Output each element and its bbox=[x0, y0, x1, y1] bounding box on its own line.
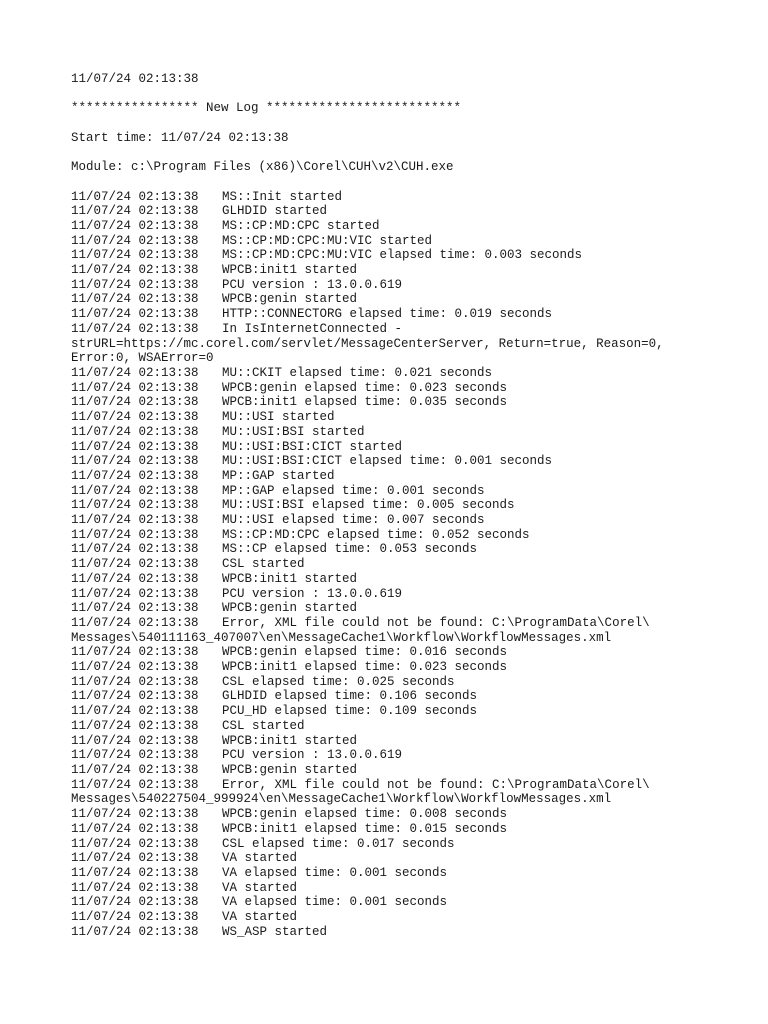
log-message: WPCB:init1 elapsed time: 0.015 seconds bbox=[222, 821, 508, 836]
log-entry bbox=[71, 425, 751, 440]
log-entry bbox=[71, 395, 751, 410]
log-message: VA started bbox=[222, 910, 298, 925]
log-entry bbox=[71, 557, 751, 572]
log-entry bbox=[71, 851, 751, 866]
log-message: WPCB:genin started bbox=[222, 762, 358, 777]
log-timestamp: 11/07/24 02:13:38 bbox=[71, 924, 199, 939]
log-timestamp: 11/07/24 02:13:38 bbox=[71, 836, 199, 851]
log-document bbox=[71, 72, 751, 939]
log-entry bbox=[71, 528, 751, 543]
log-message-continuation: strURL=https://mc.corel.com/servlet/MessageCenterServer, Return=true, Reason=0, Error:0, WSAError=0 bbox=[71, 336, 664, 366]
log-message: MU::USI:BSI started bbox=[222, 424, 365, 439]
log-timestamp: 11/07/24 02:13:38 bbox=[71, 468, 199, 483]
log-entry bbox=[71, 440, 751, 455]
log-entry bbox=[71, 410, 751, 425]
log-timestamp: 11/07/24 02:13:38 bbox=[71, 307, 199, 322]
start-time: Start time: 11/07/24 02:13:38 bbox=[71, 130, 289, 145]
log-message: WPCB:genin started bbox=[222, 292, 358, 307]
log-message: VA started bbox=[222, 880, 298, 895]
log-timestamp: 11/07/24 02:13:38 bbox=[71, 380, 199, 395]
log-entry bbox=[71, 763, 751, 778]
log-timestamp: 11/07/24 02:13:38 bbox=[71, 615, 199, 630]
log-message: VA elapsed time: 0.001 seconds bbox=[222, 895, 448, 910]
log-timestamp: 11/07/24 02:13:38 bbox=[71, 704, 199, 719]
log-timestamp: 11/07/24 02:13:38 bbox=[71, 571, 199, 586]
log-date: 11/07/24 02:13:38 bbox=[71, 72, 199, 86]
log-message-continuation: Messages\540111163_407007\en\MessageCache1\Workflow\WorkflowMessages.xml bbox=[71, 630, 612, 645]
log-message: WPCB:genin elapsed time: 0.016 seconds bbox=[222, 645, 508, 660]
log-timestamp: 11/07/24 02:13:38 bbox=[71, 483, 199, 498]
log-entry bbox=[71, 322, 751, 337]
log-timestamp: 11/07/24 02:13:38 bbox=[71, 424, 199, 439]
log-message: WPCB:init1 started bbox=[222, 733, 358, 748]
log-timestamp: 11/07/24 02:13:38 bbox=[71, 748, 199, 763]
log-message: MU::USI:BSI:CICT started bbox=[222, 439, 403, 454]
log-entry bbox=[71, 190, 751, 205]
log-timestamp: 11/07/24 02:13:38 bbox=[71, 263, 199, 278]
log-message: PCU version : 13.0.0.619 bbox=[222, 748, 403, 763]
log-message: WS_ASP started bbox=[222, 924, 328, 939]
log-timestamp: 11/07/24 02:13:38 bbox=[71, 233, 199, 248]
log-timestamp: 11/07/24 02:13:38 bbox=[71, 557, 199, 572]
log-message: VA elapsed time: 0.001 seconds bbox=[222, 865, 448, 880]
log-entry bbox=[71, 807, 751, 822]
log-entry bbox=[71, 454, 751, 469]
log-entry bbox=[71, 660, 751, 675]
log-message: WPCB:init1 elapsed time: 0.023 seconds bbox=[222, 660, 508, 675]
log-entry bbox=[71, 234, 751, 249]
log-entry bbox=[71, 910, 751, 925]
log-timestamp: 11/07/24 02:13:38 bbox=[71, 277, 199, 292]
log-timestamp: 11/07/24 02:13:38 bbox=[71, 248, 199, 263]
log-message: MU::USI:BSI:CICT elapsed time: 0.001 seconds bbox=[222, 454, 553, 469]
log-message: CSL started bbox=[222, 557, 305, 572]
log-message: WPCB:init1 started bbox=[222, 263, 358, 278]
log-message: MS::CP:MD:CPC:MU:VIC elapsed time: 0.003 seconds bbox=[222, 248, 583, 263]
log-message: MU::USI elapsed time: 0.007 seconds bbox=[222, 513, 485, 528]
log-timestamp: 11/07/24 02:13:38 bbox=[71, 865, 199, 880]
log-timestamp: 11/07/24 02:13:38 bbox=[71, 895, 199, 910]
log-timestamp: 11/07/24 02:13:38 bbox=[71, 586, 199, 601]
log-entry bbox=[71, 381, 751, 396]
log-message: WPCB:init1 elapsed time: 0.035 seconds bbox=[222, 395, 508, 410]
log-entry bbox=[71, 689, 751, 704]
log-entry bbox=[71, 204, 751, 219]
log-message: MU::USI:BSI elapsed time: 0.005 seconds bbox=[222, 498, 515, 513]
log-entry bbox=[71, 645, 751, 660]
log-entry bbox=[71, 704, 751, 719]
log-entry bbox=[71, 248, 751, 263]
log-entry bbox=[71, 837, 751, 852]
log-timestamp: 11/07/24 02:13:38 bbox=[71, 395, 199, 410]
log-timestamp: 11/07/24 02:13:38 bbox=[71, 660, 199, 675]
log-entry bbox=[71, 292, 751, 307]
log-entry bbox=[71, 881, 751, 896]
log-message: MS::Init started bbox=[222, 189, 343, 204]
log-timestamp: 11/07/24 02:13:38 bbox=[71, 218, 199, 233]
log-message: GLHDID elapsed time: 0.106 seconds bbox=[222, 689, 478, 704]
log-message: MU::USI started bbox=[222, 410, 335, 425]
log-entry bbox=[71, 469, 751, 484]
log-timestamp: 11/07/24 02:13:38 bbox=[71, 851, 199, 866]
module-path: Module: c:\Program Files (x86)\Corel\CUH\v2\CUH.exe bbox=[71, 160, 454, 175]
log-entry bbox=[71, 734, 751, 749]
log-timestamp: 11/07/24 02:13:38 bbox=[71, 542, 199, 557]
log-message: In IsInternetConnected - bbox=[222, 321, 403, 336]
log-entry bbox=[71, 895, 751, 910]
log-entry bbox=[71, 278, 751, 293]
log-timestamp: 11/07/24 02:13:38 bbox=[71, 807, 199, 822]
log-timestamp: 11/07/24 02:13:38 bbox=[71, 718, 199, 733]
log-message: MS::CP:MD:CPC started bbox=[222, 218, 380, 233]
log-message: MS::CP:MD:CPC:MU:VIC started bbox=[222, 233, 433, 248]
log-timestamp: 11/07/24 02:13:38 bbox=[71, 410, 199, 425]
log-message: WPCB:genin started bbox=[222, 601, 358, 616]
log-message: HTTP::CONNECTORG elapsed time: 0.019 seconds bbox=[222, 307, 553, 322]
log-timestamp: 11/07/24 02:13:38 bbox=[71, 439, 199, 454]
log-timestamp: 11/07/24 02:13:38 bbox=[71, 880, 199, 895]
log-timestamp: 11/07/24 02:13:38 bbox=[71, 777, 199, 792]
log-entry bbox=[71, 513, 751, 528]
log-timestamp: 11/07/24 02:13:38 bbox=[71, 821, 199, 836]
log-timestamp: 11/07/24 02:13:38 bbox=[71, 527, 199, 542]
log-entry bbox=[71, 263, 751, 278]
log-timestamp: 11/07/24 02:13:38 bbox=[71, 292, 199, 307]
log-message: MP::GAP started bbox=[222, 468, 335, 483]
log-entry bbox=[71, 498, 751, 513]
log-timestamp: 11/07/24 02:13:38 bbox=[71, 689, 199, 704]
log-message: CSL elapsed time: 0.025 seconds bbox=[222, 674, 455, 689]
log-message: WPCB:genin elapsed time: 0.023 seconds bbox=[222, 380, 508, 395]
log-entry bbox=[71, 601, 751, 616]
log-entry bbox=[71, 366, 751, 381]
log-timestamp: 11/07/24 02:13:38 bbox=[71, 762, 199, 777]
log-timestamp: 11/07/24 02:13:38 bbox=[71, 733, 199, 748]
log-message: GLHDID started bbox=[222, 204, 328, 219]
log-entry bbox=[71, 307, 751, 322]
log-timestamp: 11/07/24 02:13:38 bbox=[71, 645, 199, 660]
log-entry bbox=[71, 778, 751, 793]
log-entry bbox=[71, 748, 751, 763]
log-message: CSL started bbox=[222, 718, 305, 733]
log-message: Error, XML file could not be found: C:\ProgramData\Corel\ bbox=[222, 777, 650, 792]
log-message: MS::CP elapsed time: 0.053 seconds bbox=[222, 542, 478, 557]
log-timestamp: 11/07/24 02:13:38 bbox=[71, 601, 199, 616]
log-timestamp: 11/07/24 02:13:38 bbox=[71, 674, 199, 689]
log-entry bbox=[71, 542, 751, 557]
log-timestamp: 11/07/24 02:13:38 bbox=[71, 204, 199, 219]
log-entry bbox=[71, 616, 751, 631]
log-entry bbox=[71, 484, 751, 499]
log-entry bbox=[71, 719, 751, 734]
log-timestamp: 11/07/24 02:13:38 bbox=[71, 321, 199, 336]
log-entries bbox=[71, 190, 751, 940]
log-message: WPCB:genin elapsed time: 0.008 seconds bbox=[222, 807, 508, 822]
log-entry bbox=[71, 219, 751, 234]
log-message-continuation: Messages\540227504_999924\en\MessageCache1\Workflow\WorkflowMessages.xml bbox=[71, 792, 612, 807]
log-entry bbox=[71, 587, 751, 602]
log-message: CSL elapsed time: 0.017 seconds bbox=[222, 836, 455, 851]
log-message: MU::CKIT elapsed time: 0.021 seconds bbox=[222, 366, 493, 380]
log-message: Error, XML file could not be found: C:\ProgramData\Corel\ bbox=[222, 615, 650, 630]
log-message: PCU version : 13.0.0.619 bbox=[222, 586, 403, 601]
log-message: MP::GAP elapsed time: 0.001 seconds bbox=[222, 483, 485, 498]
log-message: PCU version : 13.0.0.619 bbox=[222, 277, 403, 292]
log-timestamp: 11/07/24 02:13:38 bbox=[71, 910, 199, 925]
log-timestamp: 11/07/24 02:13:38 bbox=[71, 366, 199, 380]
log-entry bbox=[71, 925, 751, 940]
log-message: PCU_HD elapsed time: 0.109 seconds bbox=[222, 704, 478, 719]
log-entry bbox=[71, 866, 751, 881]
log-message: MS::CP:MD:CPC elapsed time: 0.052 seconds bbox=[222, 527, 530, 542]
log-entry bbox=[71, 675, 751, 690]
log-message: WPCB:init1 started bbox=[222, 571, 358, 586]
log-entry bbox=[71, 572, 751, 587]
log-timestamp: 11/07/24 02:13:38 bbox=[71, 498, 199, 513]
log-timestamp: 11/07/24 02:13:38 bbox=[71, 513, 199, 528]
log-timestamp: 11/07/24 02:13:38 bbox=[71, 189, 199, 204]
log-timestamp: 11/07/24 02:13:38 bbox=[71, 454, 199, 469]
log-message: VA started bbox=[222, 851, 298, 866]
log-entry bbox=[71, 822, 751, 837]
log-banner: ***************** New Log ************************** bbox=[71, 101, 462, 116]
